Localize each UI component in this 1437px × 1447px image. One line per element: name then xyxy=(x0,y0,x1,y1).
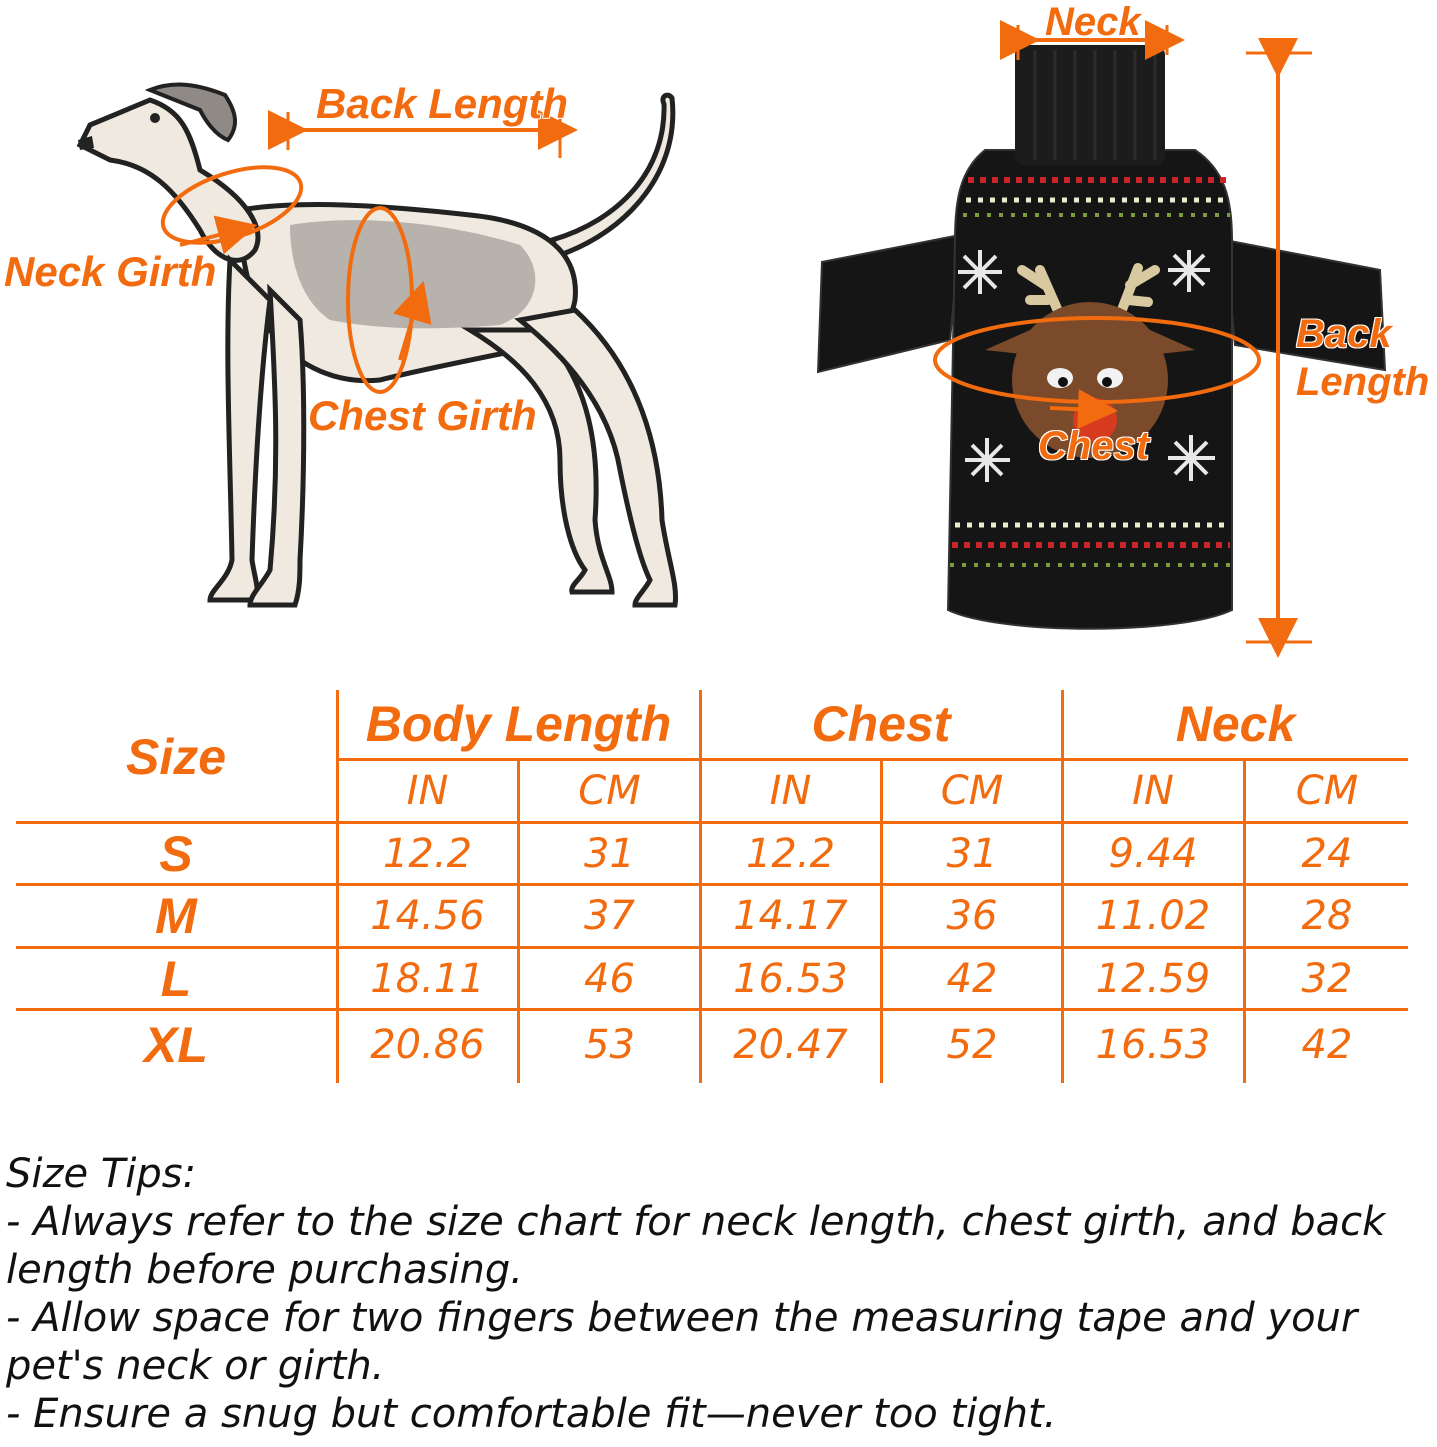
value-cell: 12.59 xyxy=(1095,955,1211,1002)
size-cell: L xyxy=(160,950,192,1007)
value-cell: 18.11 xyxy=(370,955,485,1002)
value-cell: 42 xyxy=(946,955,998,1002)
size-cell: XL xyxy=(144,1017,208,1073)
value-cell: 11.02 xyxy=(1095,893,1211,939)
value-cell: 14.17 xyxy=(733,893,848,939)
value-cell: 16.53 xyxy=(733,955,848,1002)
dog-illustration xyxy=(78,85,676,605)
size-tip-item: - Always refer to the size chart for neck length, chest girth, and back length before purchasing. xyxy=(6,1199,1386,1293)
value-cell: 37 xyxy=(584,893,635,939)
measurement-illustrations xyxy=(0,0,1437,660)
value-cell: 42 xyxy=(1301,1022,1353,1068)
value-cell: 36 xyxy=(946,893,998,939)
unit-header: CM xyxy=(940,768,1004,814)
value-cell: 12.2 xyxy=(745,830,836,877)
value-cell: 14.56 xyxy=(370,893,485,939)
value-cell: 20.47 xyxy=(733,1022,848,1068)
size-tip-item: - Ensure a snug but comfortable fit—never too tight. xyxy=(6,1391,1057,1437)
value-cell: 53 xyxy=(584,1022,635,1068)
size-tips-title: Size Tips: xyxy=(6,1151,197,1197)
unit-header: CM xyxy=(578,768,641,814)
size-cell: M xyxy=(155,888,197,944)
back-label: Back xyxy=(1296,312,1392,356)
size-tip-item: - Allow space for two fingers between the measuring tape and your pet's neck or girth. xyxy=(6,1295,1358,1389)
value-cell: 46 xyxy=(584,955,635,1002)
chest-label: Chest xyxy=(1038,424,1150,468)
size-tips xyxy=(6,1150,1436,1438)
neck-label: Neck xyxy=(1045,0,1141,44)
value-cell: 28 xyxy=(1301,893,1353,939)
value-cell: 52 xyxy=(946,1022,998,1068)
length-label: Length xyxy=(1296,360,1430,404)
value-cell: 24 xyxy=(1301,830,1353,877)
value-cell: 12.2 xyxy=(382,830,473,877)
size-cell: S xyxy=(159,825,193,882)
value-cell: 9.44 xyxy=(1108,830,1198,877)
value-cell: 16.53 xyxy=(1095,1022,1211,1068)
group-header-body-length: Body Length xyxy=(365,696,672,752)
group-header-chest: Chest xyxy=(811,696,951,752)
group-header-neck: Neck xyxy=(1175,696,1296,752)
back-length-label: Back Length xyxy=(316,80,569,127)
unit-header: IN xyxy=(769,768,812,814)
neck-girth-label: Neck Girth xyxy=(4,248,217,295)
unit-header: IN xyxy=(1132,768,1174,814)
chest-girth-label: Chest Girth xyxy=(308,392,537,439)
value-cell: 31 xyxy=(946,830,998,877)
value-cell: 31 xyxy=(584,830,635,877)
size-header: Size xyxy=(125,729,227,785)
value-cell: 32 xyxy=(1301,955,1353,1002)
unit-header: CM xyxy=(1295,768,1359,814)
unit-header: IN xyxy=(406,768,449,814)
value-cell: 20.86 xyxy=(370,1022,485,1068)
